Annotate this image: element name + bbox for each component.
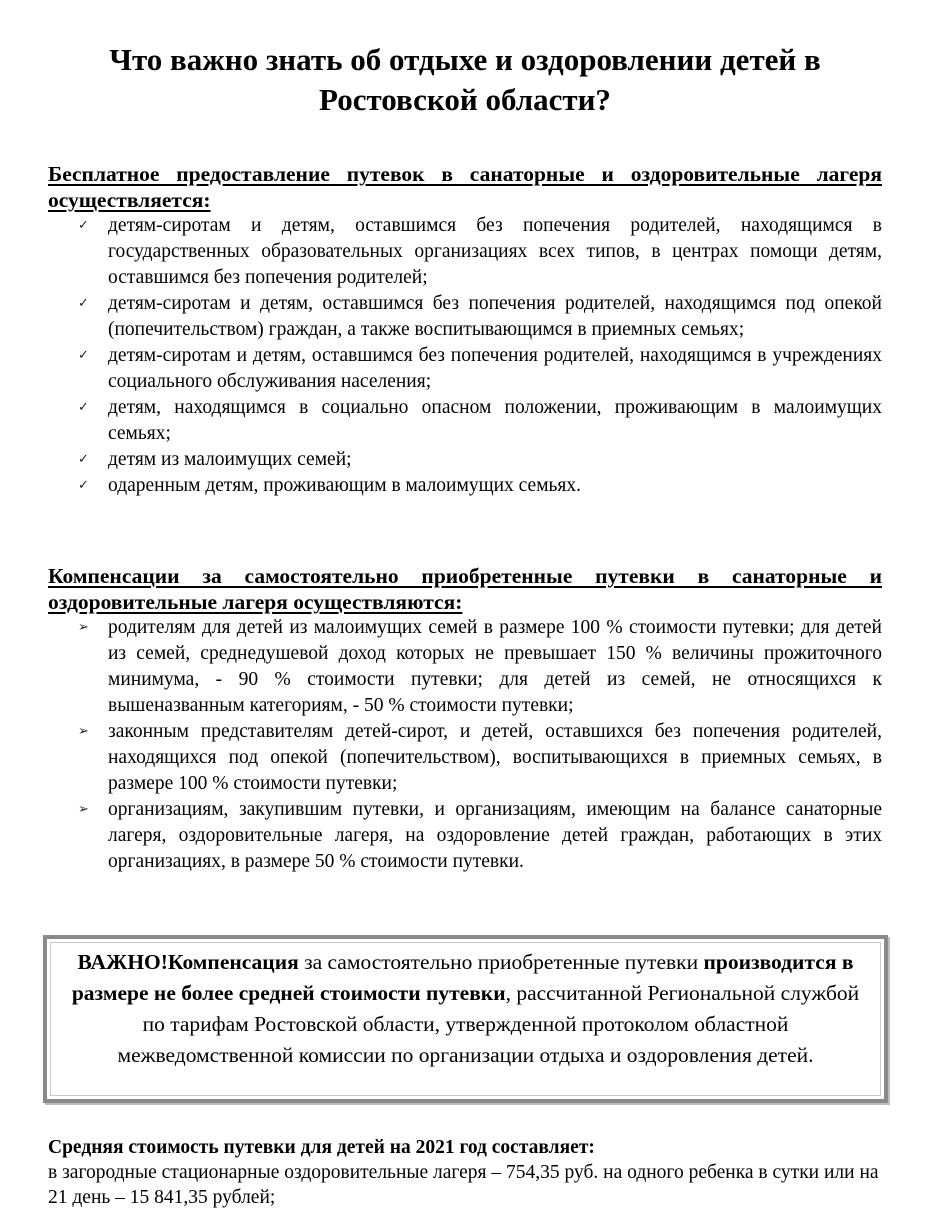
free-vouchers-list [48,213,882,499]
checkmark-icon: ✓ [78,478,89,493]
page-title: Что важно знать об отдыхе и оздоровлении детей в Ростовской области? [109,42,821,117]
section-heading-compensation: Компенсации за самостоятельно приобретенные путевки в санаторные и оздоровительные лагеря осуществляются: [48,564,882,614]
section-heading-free-vouchers: Бесплатное предоставление путевок в санаторные и оздоровительные лагеря осуществляется: [48,162,882,212]
list-item: ✓ детям из малоимущих семей; [48,447,882,473]
list-item: ✓ детям-сиротам и детям, оставшимся без попечения родителей, находящимся в государственных образовательных организациях всех типов, в центрах помощи детям, оставшимся без попечения родителей; [78,215,882,288]
important-label: ВАЖНО!Компенсация [77,950,299,974]
checkmark-icon: ✓ [78,348,89,363]
arrowhead-icon: ➢ [78,802,89,817]
checkmark-icon: ✓ [78,296,89,311]
arrowhead-icon: ➢ [78,620,89,635]
section-free-vouchers [48,161,882,499]
list-item: ➢ законным представителям детей-сирот, и детей, оставшихся без попечения родителей, находящихся под опекой (попечительством), воспитывающихся в приемных семьях, в размере 100 % стоимости путевки; [78,721,882,794]
list-item: ✓ детям, находящимся в социально опасном положении, проживающим в малоимущих семьях; [78,397,882,444]
checkmark-icon: ✓ [78,218,89,233]
arrowhead-icon: ➢ [78,724,89,739]
average-cost-section [48,1135,888,1210]
checkmark-icon: ✓ [78,452,89,467]
compensation-list [48,615,882,875]
average-cost-line: в загородные стационарные оздоровительные лагеря – 754,35 руб. на одного ребенка в сутки или на 21 день – 15 841,35 рублей; [48,1162,879,1208]
list-item: ➢ организациям, закупившим путевки, и организациям, имеющим на балансе санаторные лагеря, оздоровительные лагеря, на оздоровление детей граждан, работающих в этих организациях, в размере 50 % стоимости путевки. [78,799,882,872]
list-item: ✓ детям-сиротам и детям, оставшимся без попечения родителей, находящимся под опекой (попечительством) граждан, а также воспитывающимся в приемных семьях; [78,293,882,340]
important-notice-box: ВАЖНО!Компенсация за самостоятельно приобретенные путевки производится в размере не более средней стоимости путевки, рассчитанной Региональной службой по тарифам Ростовской области, утвержденной протоколом областной межведомственной комиссии по организации отдыха и оздоровления детей. [43,935,888,1103]
list-item: ✓ одаренным детям, проживающим в малоимущих семьях. [48,473,882,499]
list-item: ➢ родителям для детей из малоимущих семей в размере 100 % стоимости путевки; для детей из семей, среднедушевой доход которых не превышает 150 % величины прожиточного минимума, - 90 % стоимости путевки; для детей из семей, не относящихся к вышеназванным категориям, - 50 % стоимости путевки; [78,617,882,716]
average-cost-heading: Средняя стоимость путевки для детей на 2021 год составляет: [48,1137,595,1158]
important-emphasis: производится в размере не более средней стоимости путевки [71,950,854,1005]
section-compensation [48,563,882,875]
list-item: ✓ детям-сиротам и детям, оставшимся без попечения родителей, находящимся в учреждениях социального обслуживания населения; [78,345,882,392]
checkmark-icon: ✓ [78,400,89,415]
